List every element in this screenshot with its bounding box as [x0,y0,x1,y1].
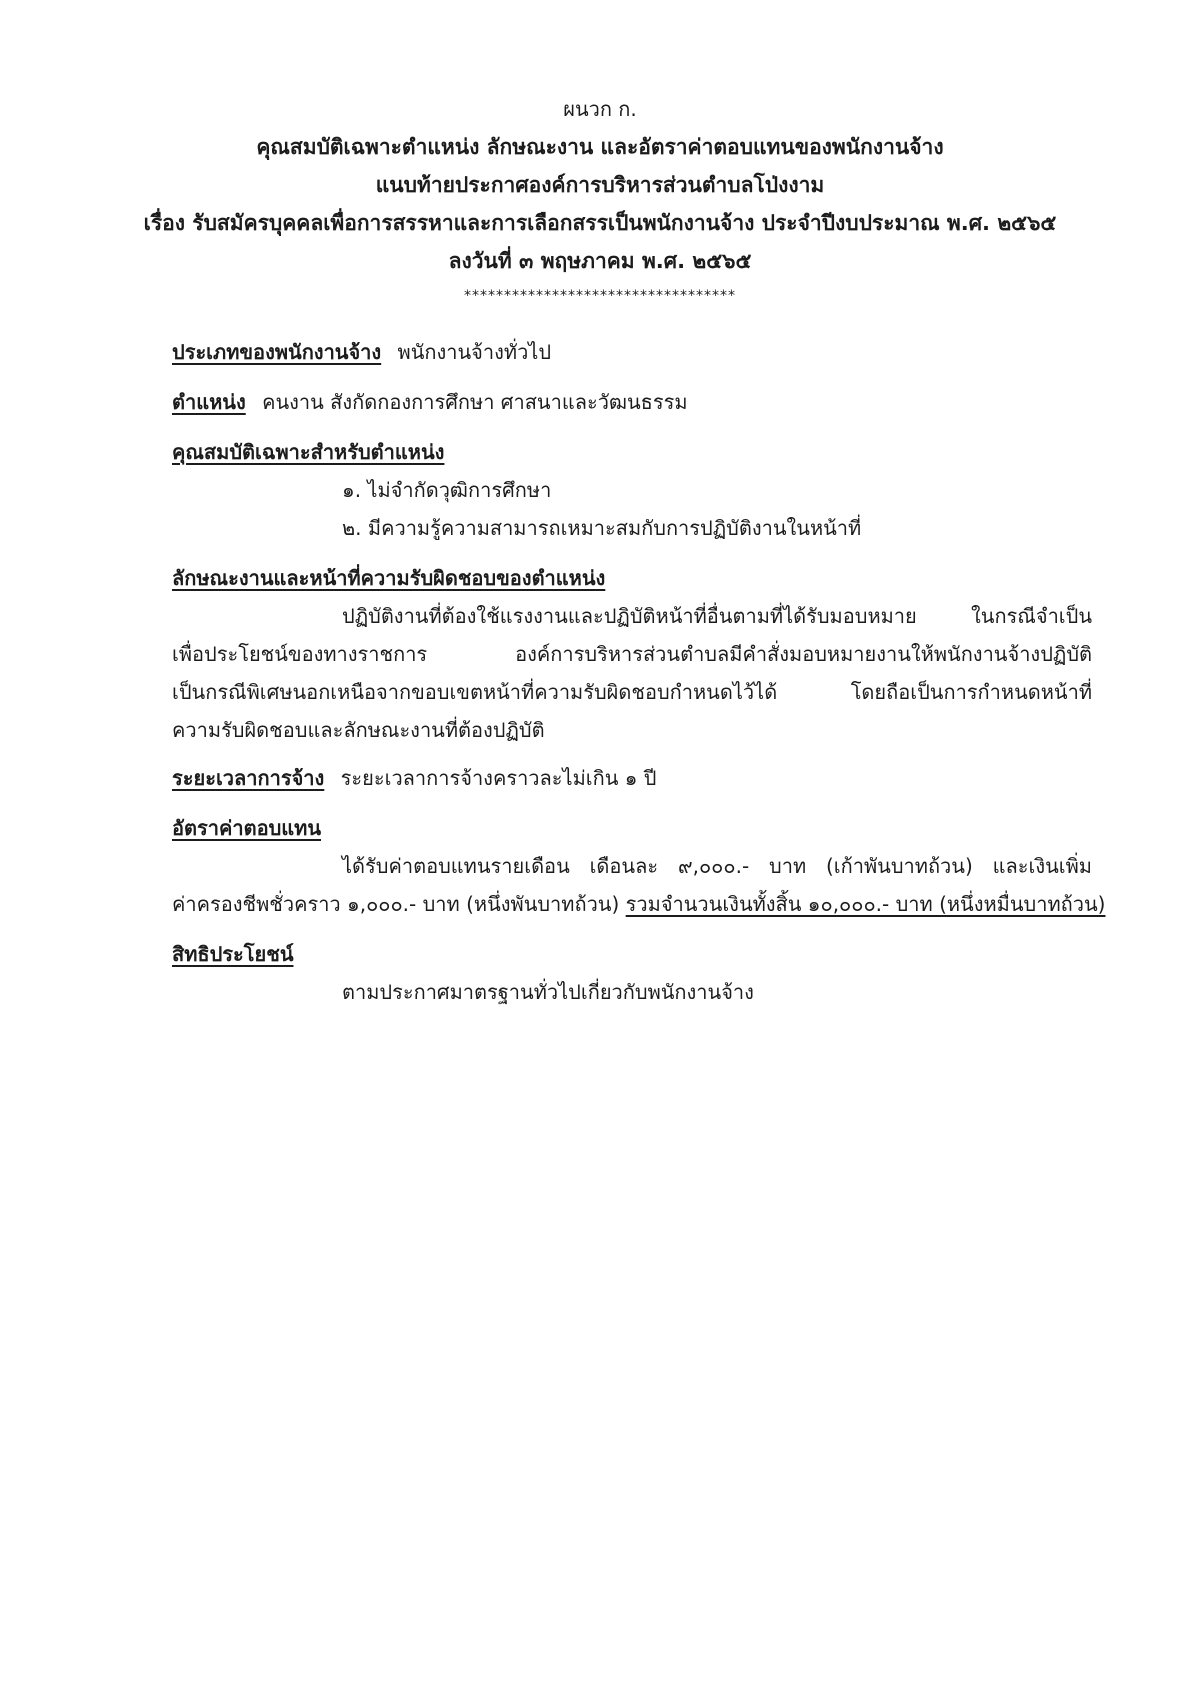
benefits-heading [172,938,1092,970]
separator: ********************************** [464,288,736,304]
position-row [172,386,1092,418]
document-subject: เรื่อง รับสมัครบุคคลเพื่อการสรรหาและการเลือกสรรเป็นพนักงานจ้าง ประจำปีงบประมาณ พ.ศ. ๒๕๖๕ [143,211,1057,235]
duties-line: เป็นกรณีพิเศษนอกเหนือจากขอบเขตหน้าที่ความรับผิดชอบกำหนดไว้ได้ โดยถือเป็นการกำหนดหน้าที่ [172,680,1092,704]
compensation-total: รวมจำนวนเงินทั้งสิ้น ๑๐,๐๐๐.- บาท (หนึ่งหมื่นบาทถ้วน) [625,892,1106,916]
duties-label: ลักษณะงานและหน้าที่ความรับผิดชอบของตำแหน่ง [172,566,606,590]
document-subtitle: แนบท้ายประกาศองค์การบริหารส่วนตำบลโป่งงาม [375,173,825,197]
duties-line: เพื่อประโยชน์ของทางราชการ องค์การบริหารส่วนตำบลมีคำสั่งมอบหมายงานให้พนักงานจ้างปฏิบัติ [172,642,1092,666]
benefits-value: ตามประกาศมาตรฐานทั่วไปเกี่ยวกับพนักงานจ้าง [342,980,754,1004]
qualifications-label: คุณสมบัติเฉพาะสำหรับตำแหน่ง [172,440,445,464]
employee-type-row [172,336,1092,368]
position-value: คนงาน สังกัดกองการศึกษา ศาสนาและวัฒนธรรม [262,390,688,414]
qualifications-heading [172,436,1092,468]
term-value: ระยะเวลาการจ้างคราวละไม่เกิน ๑ ปี [340,766,657,790]
compensation-line [172,888,1106,920]
annex-label: ผนวก ก. [563,97,637,121]
duties-heading [172,562,1092,594]
employee-type-value: พนักงานจ้างทั่วไป [397,340,552,364]
duties-line: ปฏิบัติงานที่ต้องใช้แรงงานและปฏิบัติหน้าที่อื่นตามที่ได้รับมอบหมาย ในกรณีจำเป็น [342,604,1092,628]
duties-line: ความรับผิดชอบและลักษณะงานที่ต้องปฏิบัติ [172,718,545,742]
qualification-item: ๒. มีความรู้ความสามารถเหมาะสมกับการปฏิบัติงานในหน้าที่ [342,516,862,540]
benefits-label: สิทธิประโยชน์ [172,942,294,966]
compensation-label: อัตราค่าตอบแทน [172,816,322,840]
qualification-item: ๑. ไม่จำกัดวุฒิการศึกษา [342,478,552,502]
document-title: คุณสมบัติเฉพาะตำแหน่ง ลักษณะงาน และอัตราค่าตอบแทนของพนักงานจ้าง [256,135,944,159]
document-date: ลงวันที่ ๓ พฤษภาคม พ.ศ. ๒๕๖๕ [448,249,752,273]
position-label: ตำแหน่ง [172,390,246,414]
compensation-heading [172,812,1092,844]
compensation-line: ได้รับค่าตอบแทนรายเดือน เดือนละ ๙,๐๐๐.- บาท (เก้าพันบาทถ้วน) และเงินเพิ่ม [342,854,1092,878]
term-label: ระยะเวลาการจ้าง [172,766,325,790]
compensation-cost-of-living: ค่าครองชีพชั่วคราว ๑,๐๐๐.- บาท (หนึ่งพันบาทถ้วน) [172,892,620,916]
employee-type-label: ประเภทของพนักงานจ้าง [172,340,382,364]
term-row [172,762,1092,794]
